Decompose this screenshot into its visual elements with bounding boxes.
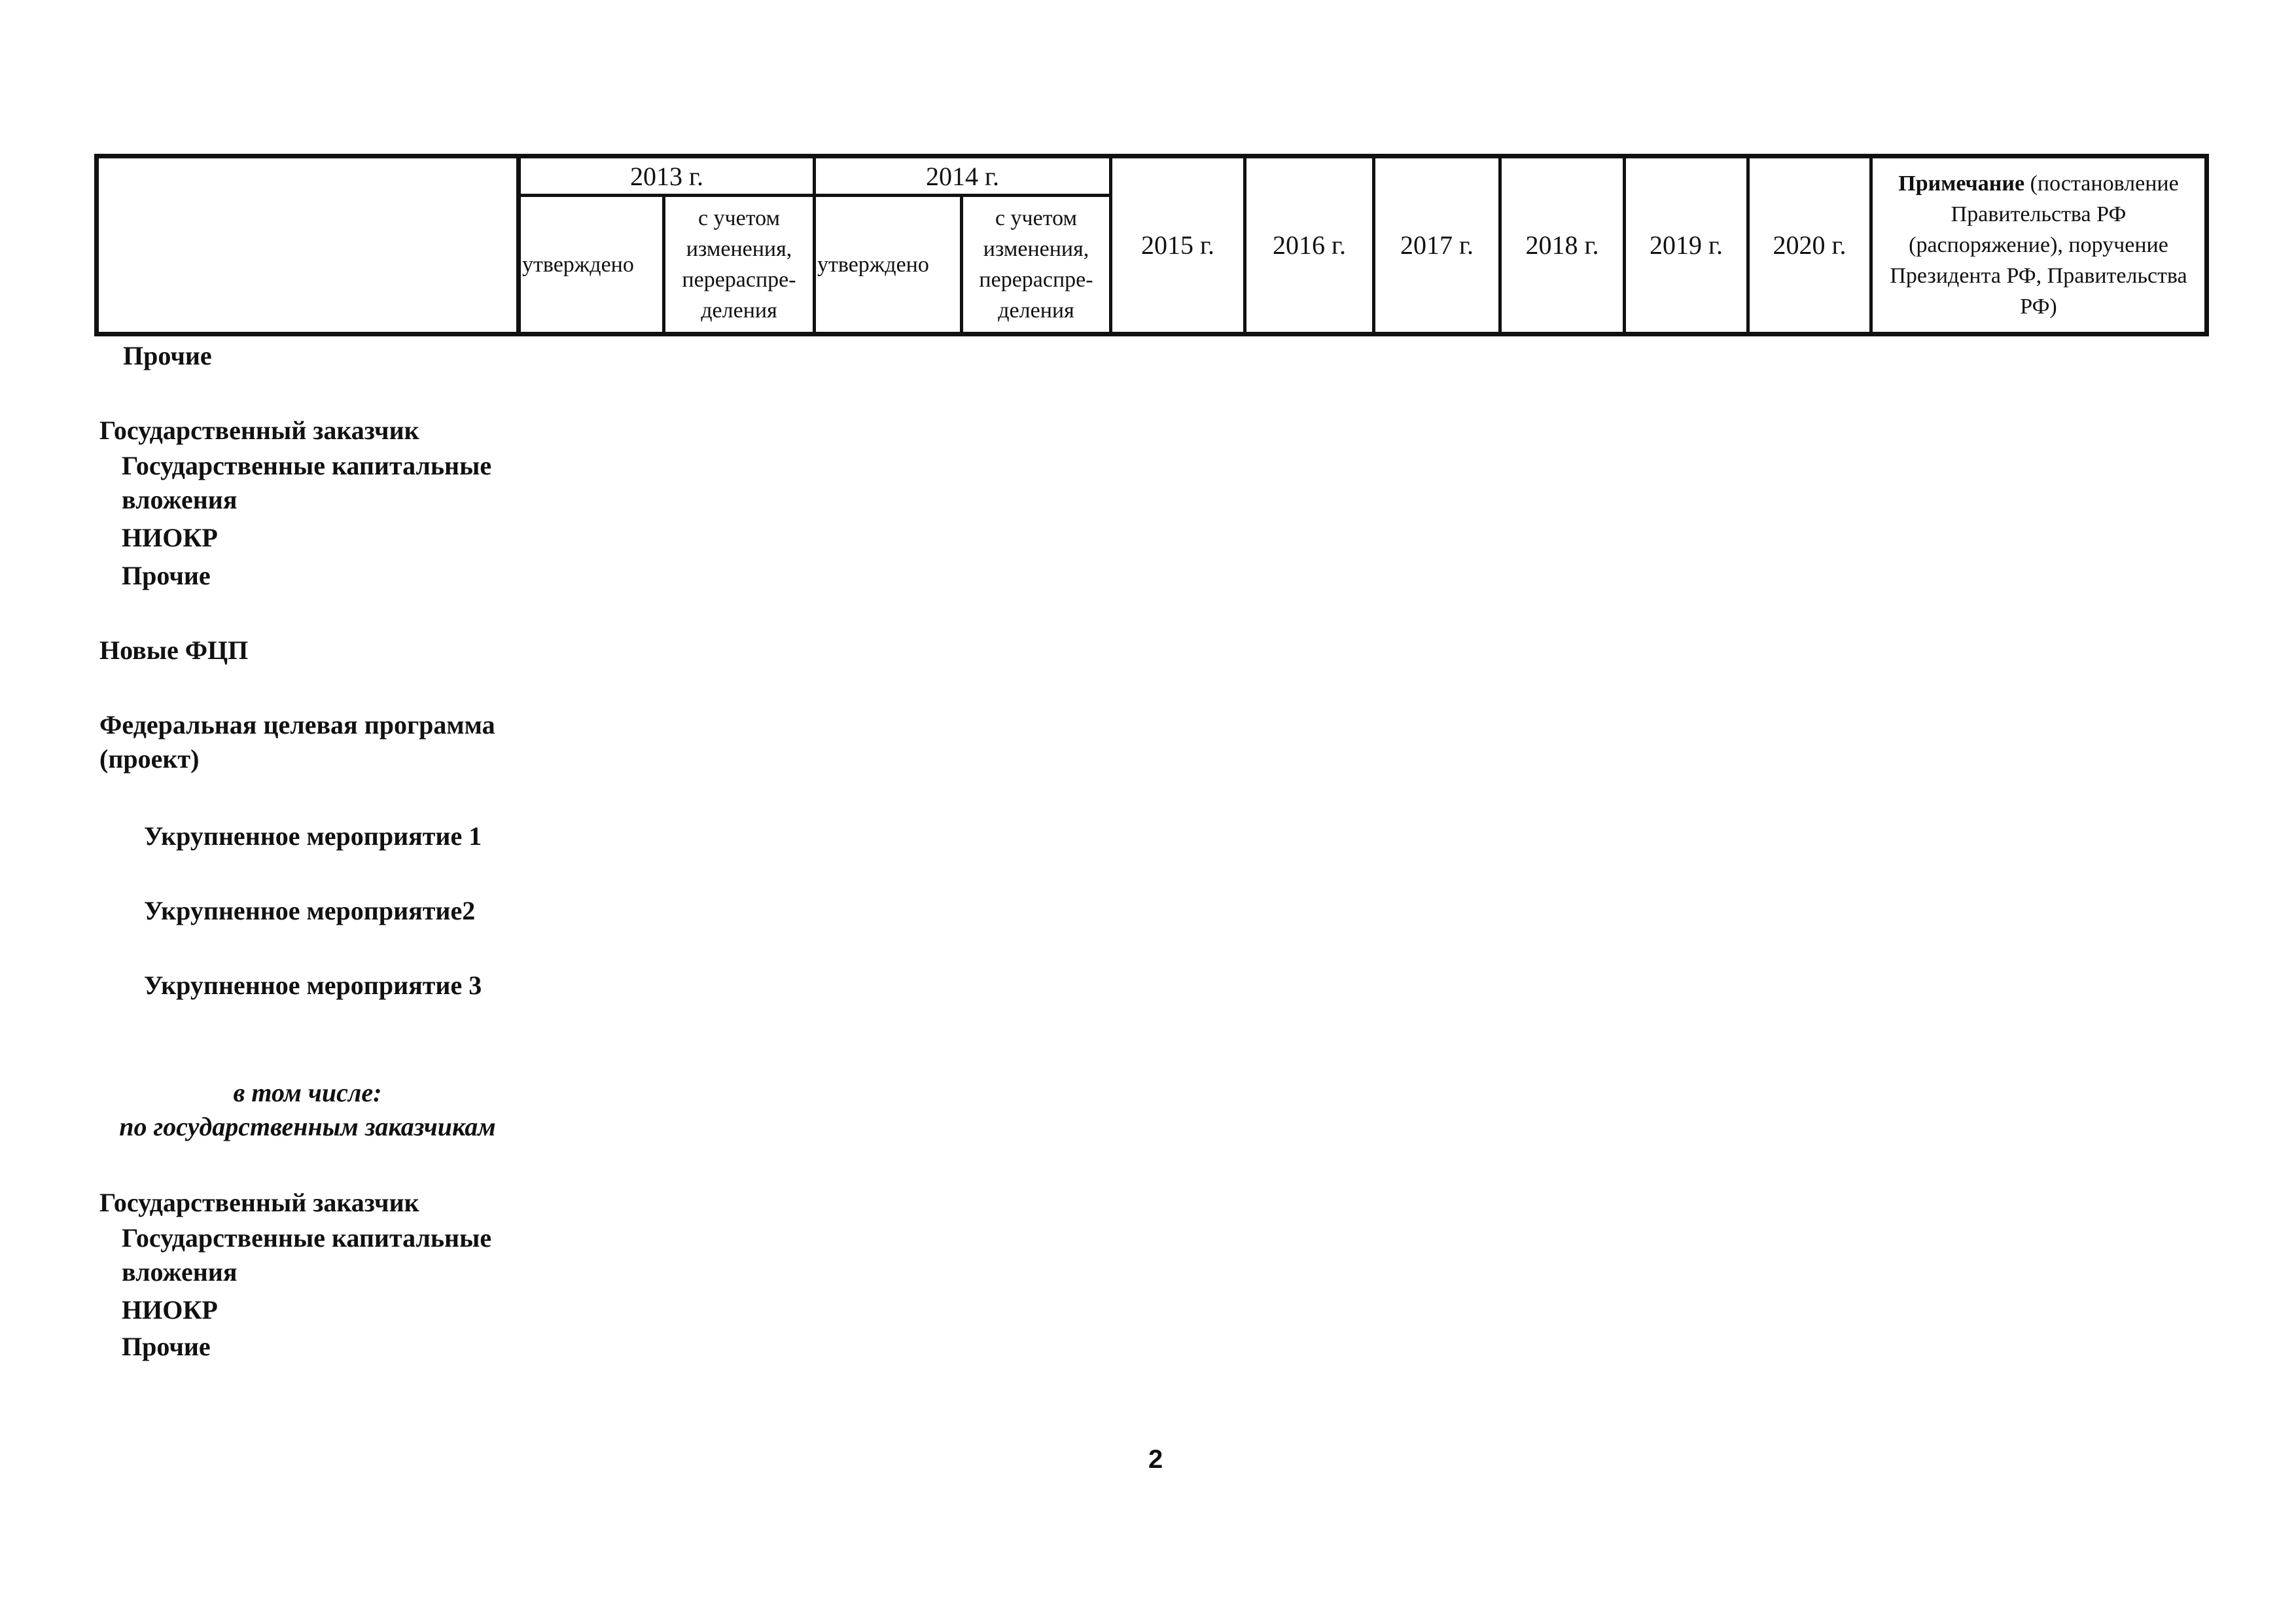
row-new-fcp: Новые ФЦП xyxy=(99,635,249,665)
row-federal-program: Федеральная целевая программа xyxy=(99,710,495,740)
row-activity-1: Укрупненное мероприятие 1 xyxy=(144,821,482,851)
row-other-3: Прочие xyxy=(122,1332,211,1361)
header-note-text: (постановление Правительства РФ (распоряжение), поручение Президента РФ, Правительства РФ) xyxy=(1890,171,2187,319)
header-year-2020: 2020 г. xyxy=(1748,156,1871,334)
header-year-2015: 2015 г. xyxy=(1111,156,1245,334)
row-capital-investment-1-cont: вложения xyxy=(122,485,238,514)
row-other-1: Прочие xyxy=(123,341,212,370)
header-2014-adjusted: с учетом изменения, перераспре-деления xyxy=(962,196,1111,334)
page-number: 2 xyxy=(1148,1445,1163,1474)
row-rnd-2: НИОКР xyxy=(122,1295,218,1325)
row-capital-investment-2-cont: вложения xyxy=(122,1257,238,1287)
header-year-2018: 2018 г. xyxy=(1500,156,1625,334)
header-year-2017: 2017 г. xyxy=(1374,156,1500,334)
row-other-2: Прочие xyxy=(122,561,211,590)
row-capital-investment-1: Государственные капитальные xyxy=(122,451,492,480)
header-note-title: Примечание xyxy=(1898,171,2025,196)
row-by-state-customers: по государственным заказчикам xyxy=(119,1112,496,1141)
row-state-customer-2: Государственный заказчик xyxy=(99,1188,419,1217)
row-capital-investment-2: Государственные капитальные xyxy=(122,1223,492,1253)
header-2014-approved: утверждено xyxy=(815,196,962,334)
header-2013-approved: утверждено xyxy=(519,196,664,334)
row-activity-2: Укрупненное мероприятие2 xyxy=(144,896,476,925)
header-year-2013: 2013 г. xyxy=(519,156,815,196)
row-including: в том числе: xyxy=(233,1078,382,1107)
header-year-2016: 2016 г. xyxy=(1245,156,1374,334)
row-rnd-1: НИОКР xyxy=(122,523,218,552)
header-table xyxy=(94,154,2209,336)
header-year-2019: 2019 г. xyxy=(1625,156,1748,334)
header-2013-adjusted: с учетом изменения, перераспре-деления xyxy=(664,196,815,334)
header-note xyxy=(1871,156,2207,334)
row-state-customer-1: Государственный заказчик xyxy=(99,416,419,445)
row-activity-3: Укрупненное мероприятие 3 xyxy=(144,971,482,1000)
row-federal-program-cont: (проект) xyxy=(99,744,200,774)
header-blank-cell xyxy=(97,156,519,334)
header-year-2014: 2014 г. xyxy=(815,156,1111,196)
